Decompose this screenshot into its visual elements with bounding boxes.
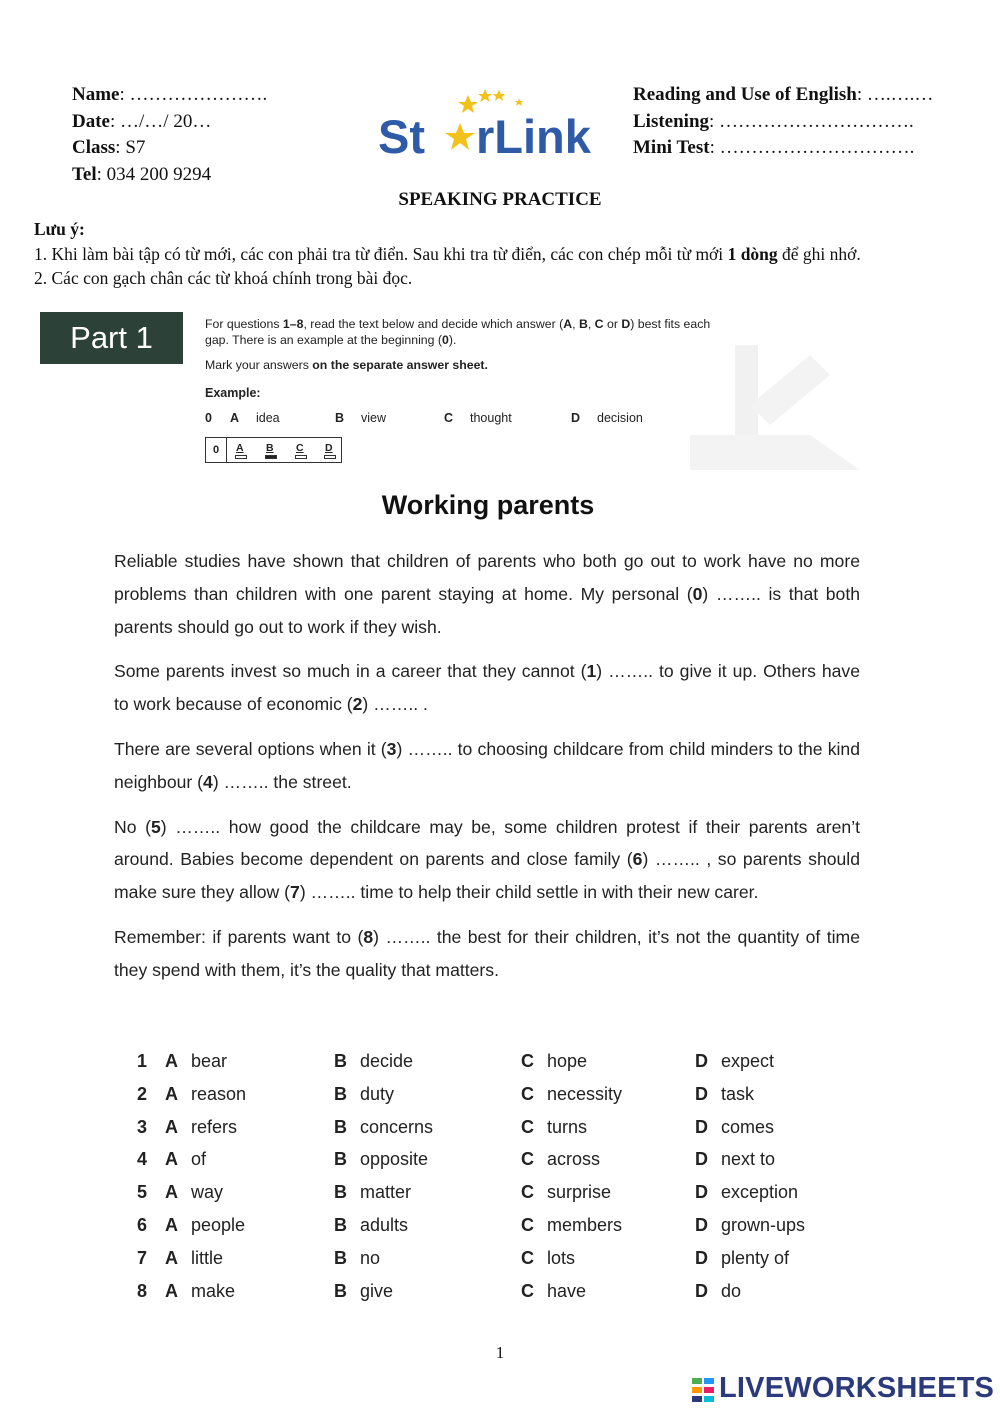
liveworksheets-logo-icon <box>690 1374 716 1408</box>
example-option-a: A <box>230 411 240 425</box>
questions-list <box>0 1051 1000 1321</box>
reading-score-field[interactable]: Reading and Use of English: ….….… <box>633 84 934 105</box>
question-row <box>0 1149 1000 1181</box>
answer-bubble-c <box>295 455 307 459</box>
option-text-a[interactable]: little <box>191 1247 224 1268</box>
instruction-1: For questions 1–8, read the text below and decide which answer (A, B, C or D) best fits each gap. There is an example at the beginning (0). <box>205 317 711 347</box>
question-row <box>0 1215 1000 1247</box>
question-number: 1 <box>137 1051 148 1071</box>
story-paragraph-4: No (5) …….. how good the childcare may be, some children protest if their parents aren’t around. Babies become dependent on parents and close family (6) …….. , so parents should make sure they allow (7) …….. time to help their child settle in with their new carer. <box>114 816 860 903</box>
question-row <box>0 1248 1000 1280</box>
option-text-b[interactable]: matter <box>360 1182 412 1203</box>
option-text-a[interactable]: of <box>191 1149 207 1170</box>
part-label: Part 1 <box>40 312 183 364</box>
example-option-d: D <box>571 411 581 425</box>
watermark-letter-icon <box>690 345 860 470</box>
option-text-c[interactable]: have <box>547 1280 587 1301</box>
option-text-b[interactable]: decide <box>360 1051 414 1071</box>
footer-brand[interactable]: LIVEWORKSHEETS <box>719 1372 995 1404</box>
starlink-logo <box>378 86 608 166</box>
option-letter-d[interactable]: D <box>695 1083 708 1104</box>
option-text-c[interactable]: members <box>547 1215 623 1235</box>
answer-bubble-d <box>324 455 336 459</box>
page-title: SPEAKING PRACTICE <box>398 189 602 210</box>
example-option-b: B <box>335 411 345 425</box>
option-text-b[interactable]: adults <box>360 1215 409 1235</box>
option-letter-c[interactable]: C <box>521 1116 534 1137</box>
date-field[interactable]: Date: …/…/ 20… <box>72 110 212 132</box>
option-text-c[interactable]: across <box>547 1149 601 1170</box>
option-letter-c[interactable]: C <box>521 1215 534 1235</box>
option-letter-d[interactable]: D <box>695 1116 708 1137</box>
option-letter-b[interactable]: B <box>334 1116 347 1137</box>
option-letter-b[interactable]: B <box>334 1083 347 1104</box>
student-info <box>72 82 267 188</box>
option-text-d[interactable]: task <box>721 1083 755 1104</box>
answer-letter-a: A <box>236 442 244 454</box>
score-info <box>633 82 933 162</box>
option-text-a[interactable]: reason <box>191 1083 247 1104</box>
answer-box-number: 0 <box>206 438 227 462</box>
option-letter-c[interactable]: C <box>521 1083 534 1104</box>
option-letter-d[interactable]: D <box>695 1051 708 1071</box>
option-text-c[interactable]: necessity <box>547 1083 623 1104</box>
option-letter-b[interactable]: B <box>334 1215 347 1235</box>
note-line-2: 2. Các con gạch chân các từ khoá chính trong bài đọc. <box>34 268 413 288</box>
option-text-d[interactable]: expect <box>721 1051 775 1071</box>
option-text-c[interactable]: surprise <box>547 1182 612 1203</box>
question-row <box>0 1182 1000 1214</box>
example-label: Example: <box>205 386 261 400</box>
class-field: Class: S7 <box>72 137 146 158</box>
option-text-d[interactable]: exception <box>721 1182 799 1203</box>
question-number: 6 <box>137 1215 148 1235</box>
option-text-b[interactable]: give <box>360 1280 394 1301</box>
option-text-a[interactable]: make <box>191 1280 236 1301</box>
note-heading: Lưu ý: <box>34 219 85 239</box>
option-text-c[interactable]: lots <box>547 1247 576 1268</box>
option-letter-c[interactable]: C <box>521 1149 534 1170</box>
option-text-b[interactable]: no <box>360 1247 381 1268</box>
page-number: 1 <box>495 1343 505 1362</box>
option-letter-a[interactable]: A <box>165 1247 178 1268</box>
example-number: 0 <box>205 411 212 425</box>
option-letter-b[interactable]: B <box>334 1149 347 1170</box>
answer-letter-d: D <box>325 442 333 454</box>
option-letter-a[interactable]: A <box>165 1215 178 1235</box>
question-number: 2 <box>137 1083 148 1104</box>
note-line-1: 1. Khi làm bài tập có từ mới, các con phải tra từ điển. Sau khi tra từ điển, các con chép mỗi từ mới 1 dòng để ghi nhớ. <box>34 243 861 264</box>
option-text-d[interactable]: next to <box>721 1149 776 1170</box>
option-text-b[interactable]: duty <box>360 1083 395 1104</box>
question-row <box>0 1051 1000 1083</box>
question-number: 3 <box>137 1116 148 1137</box>
option-letter-c[interactable]: C <box>521 1051 534 1071</box>
question-row <box>0 1084 1000 1116</box>
story-text <box>114 545 860 999</box>
tel-field: Tel: 034 200 9294 <box>72 163 212 185</box>
option-text-d[interactable]: plenty of <box>721 1247 790 1268</box>
example-option-a-text: idea <box>256 411 280 425</box>
name-field[interactable]: Name: …………………. <box>72 84 268 105</box>
example-option-c-text: thought <box>470 411 512 425</box>
question-number: 4 <box>137 1149 148 1170</box>
option-letter-d[interactable]: D <box>695 1247 708 1268</box>
question-row <box>0 1281 1000 1313</box>
answer-bubble-a <box>235 455 247 459</box>
answer-bubble-b <box>265 455 277 459</box>
answer-letter-c: C <box>296 442 304 454</box>
question-row <box>0 1117 1000 1149</box>
option-text-a[interactable]: people <box>191 1215 246 1235</box>
option-letter-d[interactable]: D <box>695 1280 708 1301</box>
option-text-a[interactable]: bear <box>191 1051 228 1071</box>
question-number: 5 <box>137 1182 148 1203</box>
example-option-c: C <box>444 411 454 425</box>
option-letter-d[interactable]: D <box>695 1182 708 1203</box>
listening-score-field[interactable]: Listening: …………………………. <box>633 110 914 132</box>
option-text-c[interactable]: hope <box>547 1051 588 1071</box>
example-option-d-text: decision <box>597 411 643 425</box>
question-number: 7 <box>137 1247 148 1268</box>
option-letter-c[interactable]: C <box>521 1182 534 1203</box>
option-letter-a[interactable]: A <box>165 1149 178 1170</box>
option-text-d[interactable]: grown-ups <box>721 1215 806 1235</box>
option-text-b[interactable]: concerns <box>360 1116 434 1137</box>
option-letter-a[interactable]: A <box>165 1116 178 1137</box>
option-text-a[interactable]: way <box>191 1182 224 1203</box>
option-letter-b[interactable]: B <box>334 1182 347 1203</box>
story-title: Working parents <box>381 490 595 520</box>
answer-letter-b: B <box>266 442 274 454</box>
story-paragraph-1: Reliable studies have shown that children of parents who both go out to work have no more problems than children with one parent staying at home. My personal (0) …….. is that both parents should go out to work if they wish. <box>114 551 860 637</box>
option-letter-a[interactable]: A <box>165 1280 178 1301</box>
option-letter-c[interactable]: C <box>521 1247 534 1268</box>
option-letter-b[interactable]: B <box>334 1051 347 1071</box>
option-letter-b[interactable]: B <box>334 1280 347 1301</box>
option-text-d[interactable]: do <box>721 1280 742 1301</box>
option-text-a[interactable]: refers <box>191 1116 238 1137</box>
option-text-b[interactable]: opposite <box>360 1149 429 1170</box>
question-number: 8 <box>137 1280 148 1301</box>
story-paragraph-3: There are several options when it (3) …….. to choosing childcare from child minders to the kind neighbour (4) …….. the street. <box>114 738 860 792</box>
option-letter-a[interactable]: A <box>165 1182 178 1203</box>
mini-test-score-field[interactable]: Mini Test: …………………………. <box>633 137 915 158</box>
option-text-c[interactable]: turns <box>547 1116 588 1137</box>
example-answer-box <box>205 437 342 463</box>
option-letter-a[interactable]: A <box>165 1083 178 1104</box>
svg-text:St: St <box>378 110 425 163</box>
option-letter-c[interactable]: C <box>521 1280 534 1301</box>
option-letter-d[interactable]: D <box>695 1149 708 1170</box>
instruction-2: Mark your answers on the separate answer sheet. <box>205 358 488 372</box>
example-option-b-text: view <box>361 411 387 425</box>
story-paragraph-5: Remember: if parents want to (8) …….. the best for their children, it’s not the quantity of time they spend with them, it’s the quality that matters. <box>114 926 860 980</box>
svg-text:rLink: rLink <box>476 110 591 163</box>
part-instructions <box>205 316 725 382</box>
story-paragraph-2: Some parents invest so much in a career that they cannot (1) …….. to give it up. Others have to work because of economic (2) …….. . <box>114 661 860 715</box>
option-text-d[interactable]: comes <box>721 1116 775 1137</box>
logo-stars-icon <box>378 86 608 166</box>
option-letter-a[interactable]: A <box>165 1051 178 1071</box>
option-letter-d[interactable]: D <box>695 1215 708 1235</box>
note-section <box>34 217 861 291</box>
option-letter-b[interactable]: B <box>334 1247 347 1268</box>
